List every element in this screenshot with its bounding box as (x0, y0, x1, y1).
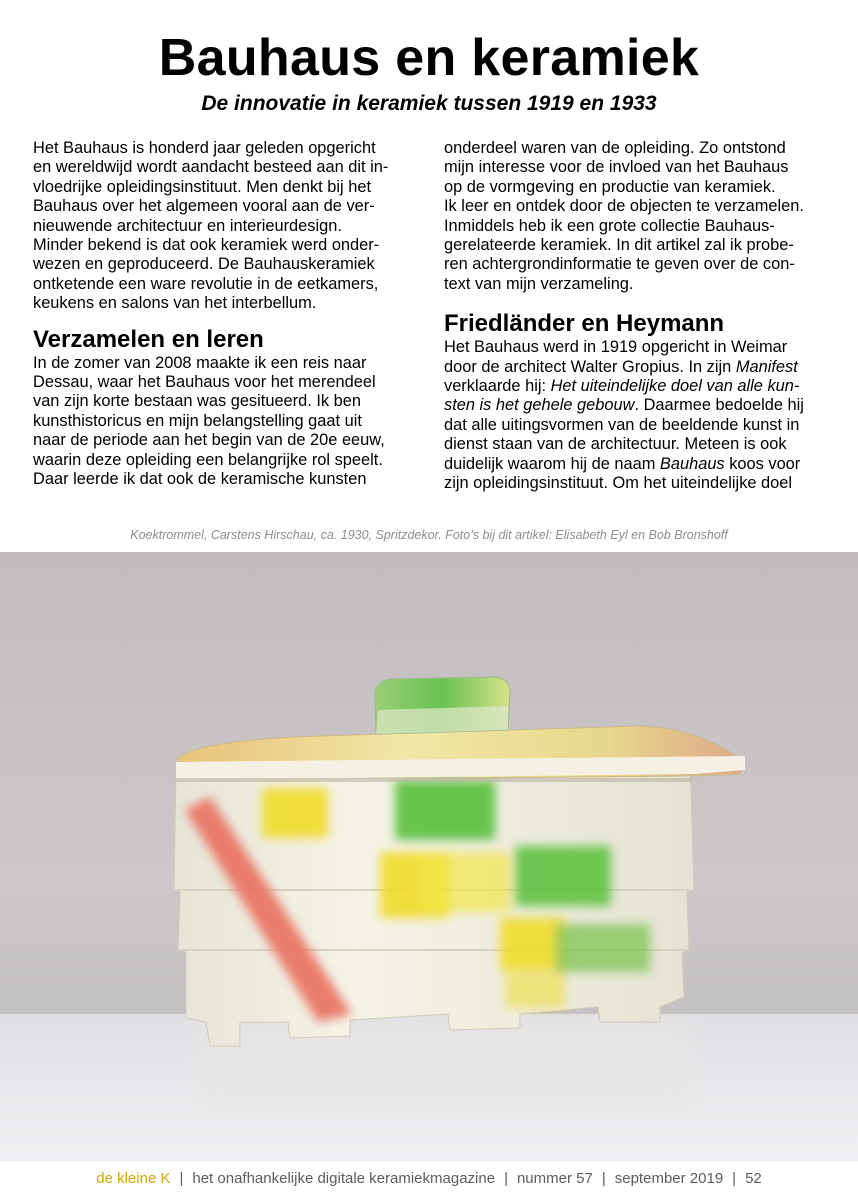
intro-paragraph: Het Bauhaus is honderd jaar geleden opgericht en wereldwijd wordt aandacht besteed aan dit in- vloedrijke opleidingsinstituut. Men denkt bij het Bauhaus over het algemeen vooral aan de ver- nieuwende architectuur en interieurdesign. Minder bekend is dat ook keramiek werd onder- wezen en geproduceerd. De Bauhauskeramiek ontketende een ware revolutie in de eetkamers, keukens en salons van het interbellum. (33, 139, 389, 313)
right-column (444, 139, 827, 494)
footer-issue: nummer 57 (516, 1170, 593, 1187)
left-column (33, 139, 416, 490)
footer-page-number: 52 (745, 1170, 762, 1187)
footer-brand: de kleine K (96, 1170, 171, 1187)
photo-caption: Koektrommel, Carstens Hirschau, ca. 1930, Spritzdekor. Foto’s bij dit artikel: Elisabeth Eyl en Bob Bronshoff (130, 528, 728, 542)
article-title: Bauhaus en keramiek (158, 29, 700, 87)
verzamelen-paragraph: In de zomer van 2008 maakte ik een reis naar Dessau, waar het Bauhaus voor het merendeel van zijn korte bestaan was gesitueerd. Ik ben kunsthistoricus en mijn belangstelling gaat uit naar de periode aan het begin van de 20e eeuw, waarin deze opleiding een belangrijke rol speelt. Daar leerde ik dat ook de keramische kunsten (33, 353, 385, 489)
article-subtitle: De innovatie in keramiek tussen 1919 en 1933 (201, 92, 657, 115)
footer-magazine: het onafhankelijke digitale keramiekmagazine (192, 1170, 496, 1187)
section-heading-verzamelen: Verzamelen en leren (33, 325, 264, 353)
continued-paragraph: onderdeel waren van de opleiding. Zo ontstond mijn interesse voor de invloed van het Bauhaus op de vormgeving en productie van keramiek. Ik leer en ontdek door de objecten te verzamelen. Inmiddels heb ik een grote collectie Bauhaus- gerelateerde keramiek. In dit artikel zal ik probe- ren achtergrondinformatie te geven over de con- text van mijn verzameling. (444, 139, 804, 293)
page-footer: de kleine K | het onafhankelijke digitale keramiekmagazine | nummer 57 | september 2019 | 52 (96, 1170, 762, 1187)
section-heading-friedlander: Friedländer en Heymann (444, 310, 725, 338)
friedlander-paragraph: Het Bauhaus werd in 1919 opgericht in Weimar door de architect Walter Gropius. In zijn Manifest verklaarde hij: Het uiteindelijke doel van alle kun- sten is het gehele gebouw. Daarmee bedoelde hij dat alle uitingsvormen van de beeldende kunst in dienst staan van de architectuur. Meteen is ook duidelijk waarom hij de naam Bauhaus koos voor zijn opleidingsinstituut. Om het uiteindelijke doel (444, 338, 804, 493)
cookie-tin-photo (0, 552, 858, 1162)
footer-date: september 2019 (614, 1170, 724, 1187)
